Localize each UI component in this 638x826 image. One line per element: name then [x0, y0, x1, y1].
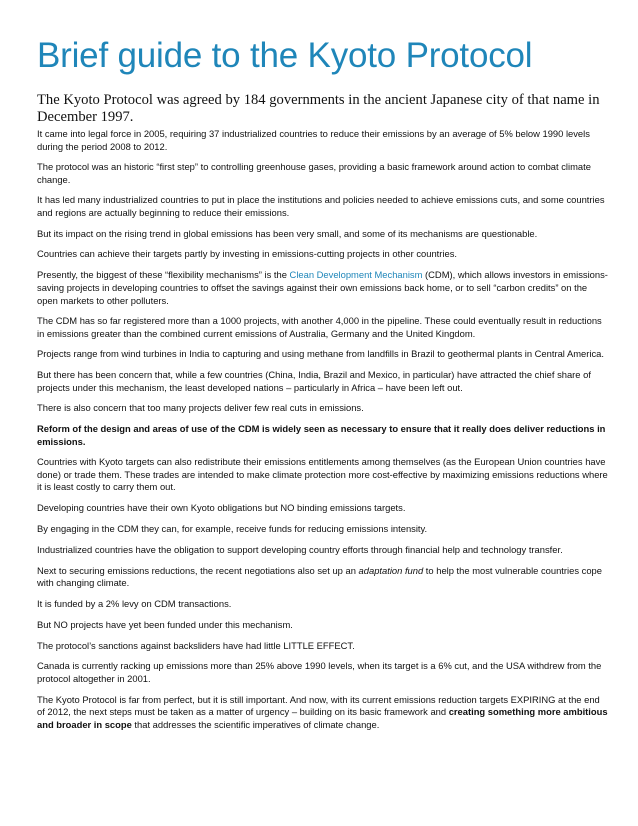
paragraph-concern-cuts: There is also concern that too many projects deliver few real cuts in emissions.: [37, 402, 364, 414]
paragraph-investing: Countries can achieve their targets partly by investing in emissions-cutting projects in other countries.: [37, 248, 457, 260]
paragraph-legal-force: It came into legal force in 2005, requiring 37 industrialized countries to reduce their emissions by an average of 5% below 1990 levels during the period 2008 to 2012.: [37, 128, 590, 152]
paragraph-conclusion-text-b: that addresses the scientific imperatives of climate change.: [131, 718, 380, 730]
paragraph-adaptation-fund: [37, 565, 609, 590]
paragraph-developing-obligations: Developing countries have their own Kyoto obligations but NO binding emissions targets.: [37, 501, 406, 513]
paragraph-impact: But its impact on the rising trend in global emissions has been very small, and some of its mechanisms are questionable.: [37, 227, 538, 239]
paragraph-cdm-registered: The CDM has so far registered more than a 1000 projects, with another 4,000 in the pipeline. These could eventually result in reductions in emissions greater than the combined current emissions of Australia, Germany and the United Kingdom.: [37, 315, 602, 339]
paragraph-adaptation-text-a: Next to securing emissions reductions, the recent negotiations also set up an: [37, 564, 359, 576]
paragraph-reform: Reform of the design and areas of use of the CDM is widely seen as necessary to ensure that it really does deliver reductions in emissions.: [37, 422, 606, 447]
article-body: [37, 128, 609, 739]
paragraph-flexibility-text-a: Presently, the biggest of these “flexibility mechanisms” is the: [37, 269, 290, 281]
paragraph-conclusion-text-a: The Kyoto Protocol is far from perfect, but it is still important. And now, with its current emissions reduction targets EXPIRING at the end of 2012, the next steps must be taken as a matter of urgency – building on its basic framework and: [37, 693, 600, 718]
paragraph-adaptation-text-b: to help the most vulnerable countries cope with changing climate.: [37, 564, 602, 589]
paragraph-industrialized-obligation: Industrialized countries have the obligation to support developing country efforts through financial help and technology transfer.: [37, 543, 563, 555]
paragraph-institutions: It has led many industrialized countries to put in place the institutions and policies needed to achieve emissions cuts, and some countries and regions are actually beginning to reduce their emissions.: [37, 194, 605, 218]
paragraph-flexibility-text-b: (CDM), which allows investors in emissions-saving projects in developing countries to offset the savings against their own emissions back home, or to sell “carbon credits” on the open markets to other polluters.: [37, 269, 608, 306]
paragraph-first-step: The protocol was an historic “first step” to controlling greenhouse gases, providing a basic framework around action to combat climate change.: [37, 161, 591, 185]
paragraph-projects-range: Projects range from wind turbines in India to capturing and using methane from landfills in Brazil to geothermal plants in Central America.: [37, 348, 604, 360]
paragraph-conclusion: [37, 694, 609, 732]
cdm-link[interactable]: Clean Development Mechanism: [289, 269, 423, 281]
paragraph-levy: It is funded by a 2% levy on CDM transactions.: [37, 597, 232, 609]
paragraph-concern-share: But there has been concern that, while a few countries (China, India, Brazil and Mexico, in particular) have attracted the chief share of projects under this mechanism, the least developed nations – particularly in Africa – have been left out.: [37, 368, 591, 393]
adaptation-fund-term: adaptation fund: [358, 564, 424, 576]
paragraph-no-projects: But NO projects have yet been funded under this mechanism.: [37, 618, 293, 630]
page-title: Brief guide to the Kyoto Protocol: [37, 36, 533, 75]
paragraph-conclusion-emphasis: creating something more ambitious and broader in scope: [37, 706, 608, 730]
paragraph-engaging-cdm: By engaging in the CDM they can, for example, receive funds for reducing emissions intensity.: [37, 522, 428, 534]
paragraph-trading: Countries with Kyoto targets can also redistribute their emissions entitlements among themselves (as the European Union countries have done) or trade them. These trades are intended to make climate protection more cost-effective by maximizing emissions reductions where it is least costly to carry them out.: [37, 456, 608, 493]
paragraph-canada-usa: Canada is currently racking up emissions more than 25% above 1990 levels, when its target is a 6% cut, and the USA withdrew from the protocol altogether in 2001.: [37, 660, 602, 685]
intro-paragraph: The Kyoto Protocol was agreed by 184 governments in the ancient Japanese city of that name in December 1997.: [37, 92, 600, 125]
paragraph-sanctions: The protocol’s sanctions against backsliders have had little LITTLE EFFECT.: [37, 639, 355, 651]
paragraph-flexibility: [37, 269, 609, 307]
